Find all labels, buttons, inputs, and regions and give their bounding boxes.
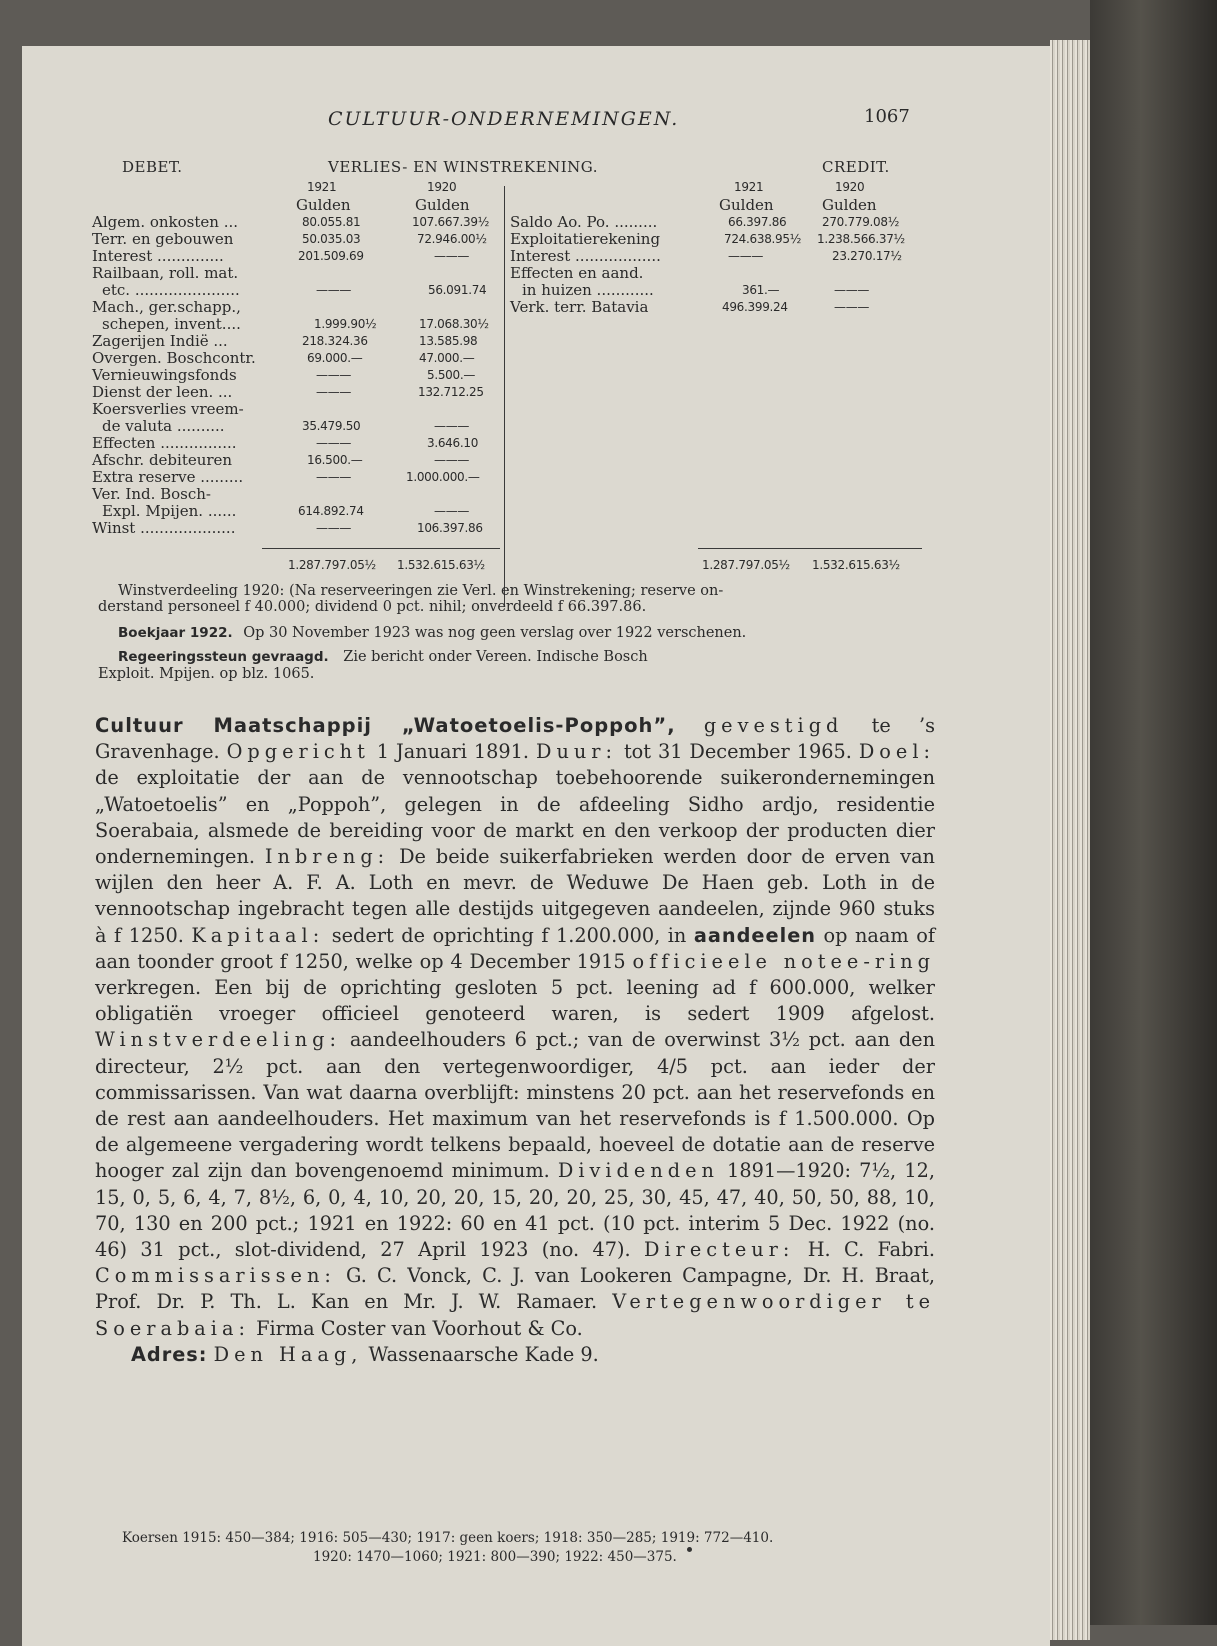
- debit-1920: 106.397.86: [417, 521, 483, 535]
- debit-1921: ———: [316, 470, 352, 484]
- credit-1921: ———: [728, 249, 764, 263]
- debit-label: Terr. en gebouwen: [92, 230, 234, 248]
- entry-text: op naam of aan toonder groot f 1250, welke op 4 December 1915: [95, 923, 935, 973]
- field-label: Doel:: [858, 740, 935, 764]
- total-credit-1920: 1.532.615.63½: [812, 558, 900, 572]
- boekjaar-note: [118, 625, 746, 641]
- boekjaar-text: Op 30 November 1923 was nog geen verslag over 1922 verschenen.: [243, 625, 747, 641]
- field-label: Winstverdeeling:: [95, 1028, 341, 1052]
- debit-1920: 72.946.00½: [417, 232, 487, 246]
- debit-1921: ———: [316, 521, 352, 535]
- debit-1920: ———: [434, 249, 470, 263]
- field-label: Directeur:: [644, 1238, 795, 1262]
- debit-label: etc. ......................: [102, 281, 240, 299]
- ink-dot: [687, 1547, 692, 1552]
- debit-1920: 13.585.98: [419, 334, 478, 348]
- entry-text: sedert de oprichting f 1.200.000, in: [331, 923, 687, 947]
- debit-1920: ———: [434, 453, 470, 467]
- field-label: Opgericht: [226, 740, 370, 764]
- winstverdeeling-note: Winstverdeeling 1920: (Na reserveeringen zie Verl. en Winstrekening; reserve on-: [118, 583, 724, 599]
- year-header: 1921: [307, 180, 337, 194]
- debit-label: Winst ....................: [92, 519, 236, 537]
- debit-1920: 5.500.—: [427, 368, 476, 382]
- koersen-line: Koersen 1915: 450—384; 1916: 505—430; 1917: geen koers; 1918: 350—285; 1919: 772—410.: [122, 1530, 774, 1546]
- aandeelen-keyword: aandeelen: [693, 923, 816, 947]
- field-label: Inbreng:: [264, 845, 390, 869]
- debit-1920: 132.712.25: [418, 385, 484, 399]
- debit-1921: 80.055.81: [302, 215, 361, 229]
- debit-label: Ver. Ind. Bosch-: [92, 485, 211, 503]
- credit-label: Interest ..................: [510, 247, 661, 265]
- debit-label: de valuta ..........: [102, 417, 225, 435]
- debit-1921: ———: [316, 436, 352, 450]
- debit-label: Expl. Mpijen. ......: [102, 502, 237, 520]
- adres-city: Den Haag,: [213, 1342, 363, 1366]
- debit-1921: ———: [316, 368, 352, 382]
- debit-1921: 201.509.69: [298, 249, 364, 263]
- entry-text: 1 Januari 1891.: [376, 740, 530, 764]
- debit-label: Dienst der leen. ...: [92, 383, 233, 401]
- credit-1920: 23.270.17½: [832, 249, 902, 263]
- boekjaar-label: Boekjaar 1922.: [118, 625, 233, 641]
- credit-label: in huizen ............: [522, 281, 654, 299]
- field-label: Commissarissen:: [95, 1264, 336, 1288]
- adres-label: Adres:: [131, 1342, 208, 1366]
- year-header: 1920: [835, 180, 865, 194]
- entry-text: G. C. Vonck, C. J. van Lookeren Campagne, Dr. H. Braat, Prof. Dr. P. Th. L. Kan en Mr. J. W. Ramaer.: [95, 1264, 935, 1314]
- credit-1921: 361.—: [742, 283, 780, 297]
- debit-1920: 107.667.39½: [412, 215, 490, 229]
- debit-1921: 218.324.36: [302, 334, 368, 348]
- debit-label: Zagerijen Indië ...: [92, 332, 228, 350]
- regeering-note: [118, 649, 648, 665]
- account-title: VERLIES- EN WINSTREKENING.: [328, 158, 598, 176]
- company-name: Cultuur Maatschappij „Watoetoelis-Poppoh”,: [95, 714, 676, 737]
- debit-1921: 1.999.90½: [314, 317, 377, 331]
- debit-1920: ———: [434, 504, 470, 518]
- debit-1921: ———: [316, 283, 352, 297]
- debit-label: Mach., ger.schapp.,: [92, 298, 241, 316]
- year-header: 1921: [734, 180, 764, 194]
- regeering-note: Exploit. Mpijen. op blz. 1065.: [98, 666, 315, 682]
- credit-label: Effecten en aand.: [510, 264, 644, 282]
- debit-label: Interest ..............: [92, 247, 224, 265]
- credit-label: CREDIT.: [822, 158, 890, 176]
- debit-1920: 47.000.—: [419, 351, 475, 365]
- unit-header: Gulden: [415, 196, 470, 214]
- company-entry: [95, 713, 935, 1368]
- total-debit-1921: 1.287.797.05½: [288, 558, 376, 572]
- entry-text: De beide suikerfabrieken werden door de erven van wijlen den heer A. F. A. Loth en mevr. de Weduwe De Haen geb. Loth in de vennootschap ingebracht tegen alle destijds uitgegeven aandeelen, zijnde 960 stuks à f 1250.: [95, 845, 935, 947]
- regeering-label: Regeeringssteun gevraagd.: [118, 649, 329, 665]
- page-edges: [1050, 40, 1090, 1640]
- field-label: Dividenden: [557, 1159, 719, 1183]
- field-label: Duur:: [535, 740, 617, 764]
- total-credit-1921: 1.287.797.05½: [702, 558, 790, 572]
- credit-label: Exploitatierekening: [510, 230, 661, 248]
- credit-1920: ———: [834, 300, 870, 314]
- entry-text: H. C. Fabri.: [807, 1238, 935, 1262]
- total-rule: [698, 548, 922, 549]
- debit-label: schepen, invent....: [102, 315, 241, 333]
- entry-text: 1891—1920: 7½, 12, 15, 0, 5, 6, 4, 7, 8½, 6, 0, 4, 10, 20, 20, 15, 20, 20, 25, 30, 45, 47, 40, 50, 50, 88, 10, 70, 130 en 200 pct.; 1921 en 1922: 60 en 41 pct. (10 pct. interim 5 Dec. 1922 (no. 46) 31 pct., slot-dividend, 27 April 1923 (no. 47).: [95, 1159, 935, 1262]
- debet-label: DEBET.: [122, 158, 183, 176]
- total-debit-1920: 1.532.615.63½: [397, 558, 485, 572]
- debit-1920: 1.000.000.—: [406, 470, 480, 484]
- adres-street: Wassenaarsche Kade 9.: [368, 1342, 599, 1366]
- credit-label: Verk. terr. Batavia: [510, 298, 649, 316]
- unit-header: Gulden: [822, 196, 877, 214]
- debit-1921: 614.892.74: [298, 504, 364, 518]
- debit-1921: 69.000.—: [307, 351, 363, 365]
- entry-text: aandeelhouders 6 pct.; van de overwinst 3½ pct. aan den directeur, 2½ pct. aan den vertegenwoordiger, 4/5 pct. aan ieder der commissarissen. Van wat daarna overblijft: minstens 20 pct. aan het reservefonds en de rest aan aandeelhouders. Het maximum van het reservefonds is f 1.500.000. Op de algemeene vergadering wordt telkens bepaald, hoeveel de dotatie aan de reserve hooger zal zijn dan bovengenoemd minimum.: [95, 1028, 935, 1183]
- credit-label: Saldo Ao. Po. .........: [510, 213, 658, 231]
- credit-1920: ———: [834, 283, 870, 297]
- debit-1920: ———: [434, 419, 470, 433]
- koersen-line: 1920: 1470—1060; 1921: 800—390; 1922: 450—375.: [313, 1549, 677, 1565]
- entry-text: verkregen. Een bij de oprichting gesloten 5 pct. leening ad f 600.000, welker obligatiën vroeger officieel genoteerd waren, is sedert 1909 afgelost.: [95, 976, 935, 1026]
- unit-header: Gulden: [719, 196, 774, 214]
- field-label: Vertegenwoordiger te Soerabaia:: [95, 1290, 936, 1340]
- unit-header: Gulden: [296, 196, 351, 214]
- field-label: officieele notee-ring: [632, 949, 935, 973]
- debit-label: Effecten ................: [92, 434, 237, 452]
- page-number: 1067: [864, 106, 910, 127]
- running-header: CULTUUR-ONDERNEMINGEN.: [328, 108, 680, 130]
- debit-label: Railbaan, roll. mat.: [92, 264, 239, 282]
- entry-text: te ’s Gravenhage.: [95, 714, 935, 764]
- debit-1920: 17.068.30½: [419, 317, 489, 331]
- debit-label: Koersverlies vreem-: [92, 400, 244, 418]
- debit-label: Algem. onkosten ...: [92, 213, 239, 231]
- regeering-text: Zie bericht onder Vereen. Indische Bosch: [343, 649, 648, 665]
- credit-1921: 66.397.86: [728, 215, 787, 229]
- total-rule: [262, 548, 500, 549]
- debit-1921: 35.479.50: [302, 419, 361, 433]
- debit-1920: 3.646.10: [427, 436, 479, 450]
- account-divider: [504, 186, 505, 606]
- debit-label: Overgen. Boschcontr.: [92, 349, 256, 367]
- credit-1920: 270.779.08½: [822, 215, 900, 229]
- entry-text: tot 31 December 1965.: [623, 740, 852, 764]
- debit-label: Vernieuwingsfonds: [92, 366, 237, 384]
- entry-text: de exploitatie der aan de vennootschap toebehoorende suikerondernemingen „Watoetoelis” en „Poppoh”, gelegen in de afdeeling Sidho ardjo, residentie Soerabaia, alsmede de bereiding voor de markt en den verkoop der producten dier ondernemingen.: [95, 766, 935, 869]
- field-label: gevestigd: [703, 714, 844, 737]
- year-header: 1920: [427, 180, 457, 194]
- debit-label: Extra reserve .........: [92, 468, 244, 486]
- entry-text: Firma Coster van Voorhout & Co.: [256, 1316, 583, 1340]
- field-label: Kapitaal:: [191, 923, 325, 947]
- credit-1921: 724.638.95½: [724, 232, 802, 246]
- credit-1921: 496.399.24: [722, 300, 788, 314]
- debit-1920: 56.091.74: [428, 283, 487, 297]
- debit-1921: 50.035.03: [302, 232, 361, 246]
- book-cover: [1090, 0, 1217, 1625]
- credit-1920: 1.238.566.37½: [817, 232, 905, 246]
- debit-1921: ———: [316, 385, 352, 399]
- winstverdeeling-note: derstand personeel f 40.000; dividend 0 pct. nihil; onverdeeld f 66.397.86.: [98, 599, 647, 615]
- debit-1921: 16.500.—: [307, 453, 363, 467]
- debit-label: Afschr. debiteuren: [92, 451, 233, 469]
